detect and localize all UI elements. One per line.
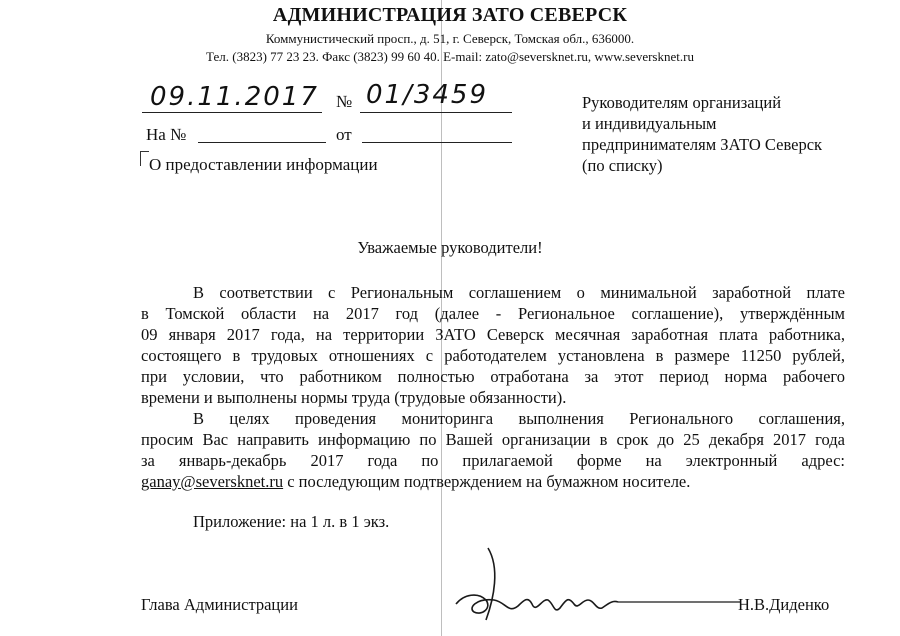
paragraph-line: за январь-декабрь 2017 года по прилагаемой форме на электронный адрес:: [141, 451, 845, 470]
date-underline: [142, 112, 322, 113]
number-label: №: [336, 92, 353, 111]
organization-contacts: Тел. (3823) 77 23 23. Факс (3823) 99 60 40. E-mail: zato@seversknet.ru, www.seversknet.ru: [206, 49, 694, 64]
subject-bracket: [140, 151, 149, 166]
registration-number: 01/3459: [366, 80, 489, 110]
signatory-name: Н.В.Диденко: [738, 595, 830, 614]
greeting: Уважаемые руководители!: [357, 238, 543, 257]
reply-date-underline: [362, 142, 512, 143]
paragraph-line: просим Вас направить информацию по Вашей организации в срок до 25 декабря 2017 года: [141, 430, 845, 449]
addressee-line: (по списку): [582, 156, 663, 175]
paragraph-line: в Томской области на 2017 год (далее - Региональное соглашение), утверждённым: [141, 304, 845, 323]
paragraph-line: 09 января 2017 года, на территории ЗАТО Северск месячная заработная плата работника,: [141, 325, 845, 344]
paragraph-line: состоящего в трудовых отношениях с работодателем установлена в размере 11250 рублей,: [141, 346, 845, 365]
paragraph-2: [141, 408, 845, 492]
addressee-line: Руководителям организаций: [582, 93, 782, 112]
paragraph-line: В целях проведения мониторинга выполнения Регионального соглашения,: [193, 409, 845, 428]
addressee-block: [582, 92, 822, 176]
paragraph-line: времени и выполнены нормы труда (трудовые обязанности).: [141, 388, 567, 407]
addressee-line: предпринимателям ЗАТО Северск: [582, 135, 823, 154]
number-underline: [360, 112, 512, 113]
reply-number-underline: [198, 142, 326, 143]
attachment-note: Приложение: на 1 л. в 1 экз.: [193, 512, 390, 531]
handwritten-signature: [448, 538, 748, 636]
organization-address: Коммунистический просп., д. 51, г. Северск, Томская обл., 636000.: [265, 31, 635, 46]
paragraph-1: [141, 282, 845, 408]
paragraph-line: [141, 471, 845, 492]
addressee-line: и индивидуальным: [582, 114, 717, 133]
signatory-position: Глава Администрации: [141, 595, 298, 614]
paragraph-line-rest: с последующим подтверждением на бумажном носителе.: [283, 472, 691, 491]
organization-title: АДМИНИСТРАЦИЯ ЗАТО СЕВЕРСК: [272, 4, 628, 26]
letter-subject: О предоставлении информации: [149, 155, 378, 174]
reply-from-label: от: [336, 125, 352, 144]
reply-to-label: На №: [146, 125, 187, 144]
paragraph-line: В соответствии с Региональным соглашением о минимальной заработной плате: [193, 283, 845, 302]
contact-email-link[interactable]: ganay@seversknet.ru: [141, 472, 284, 491]
paragraph-line: при условии, что работником полностью отработана за этот период норма рабочего: [141, 367, 845, 386]
registration-date: 09.11.2017: [150, 82, 319, 112]
